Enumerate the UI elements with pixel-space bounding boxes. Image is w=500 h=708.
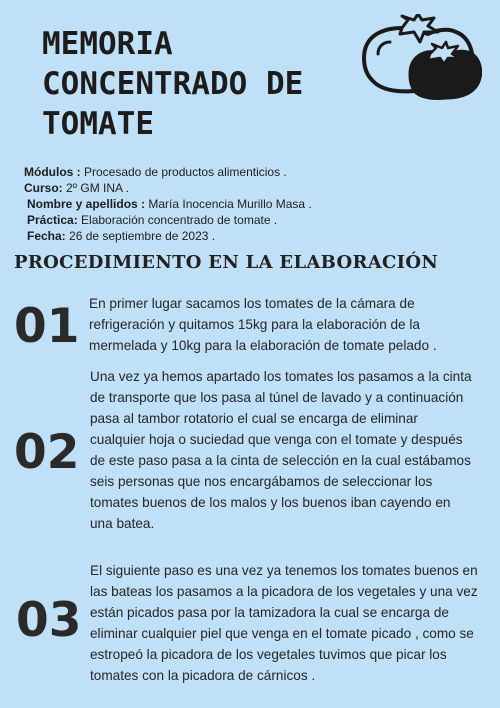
- title-line-2: CONCENTRADO DE: [42, 66, 304, 102]
- meta-curso-label: Curso:: [24, 181, 63, 195]
- meta-modulos: [24, 164, 312, 180]
- title-line-3: TOMATE: [42, 106, 154, 142]
- meta-modulos-value: Procesado de productos alimenticios .: [80, 165, 287, 179]
- meta-practica-value: Elaboración concentrado de tomate .: [77, 213, 278, 227]
- meta-curso: [24, 180, 312, 196]
- meta-fecha: [24, 228, 312, 244]
- meta-modulos-label: Módulos :: [24, 165, 81, 179]
- section-heading: PROCEDIMIENTO EN LA ELABORACIÓN: [14, 252, 439, 273]
- meta-practica-label: Práctica:: [27, 213, 78, 227]
- step-3-number: 03: [16, 593, 82, 648]
- step-3-text: El siguiente paso es una vez ya tenemos los tomates buenos en las bateas los pasamos a la picadora de los vegetales y una vez están picados pasa por la tamizadora la cual se encarga de eliminar cualquier piel que venga en el tomate picado , como se estropeó la picadora de los vegetales tuvimos que picar los tomates con la picadora de cárnicos .: [90, 563, 478, 683]
- title-line-1: MEMORIA: [42, 26, 173, 62]
- step-1-number: 01: [14, 299, 80, 354]
- meta-nombre-label: Nombre y apellidos :: [27, 197, 146, 211]
- step-1-text: En primer lugar sacamos los tomates de la cámara de refrigeración y quitamos 15kg para la elaboración de la mermelada y 10kg para la elaboración de tomate pelado .: [89, 296, 437, 353]
- meta-fecha-value: 26 de septiembre de 2023 .: [65, 229, 216, 243]
- meta-nombre-value: María Inocencia Murillo Masa .: [145, 197, 312, 211]
- meta-fecha-label: Fecha:: [27, 229, 66, 243]
- tomatoes-icon: [356, 14, 482, 104]
- meta-curso-value: 2º GM INA .: [62, 181, 130, 195]
- document-title: [42, 24, 303, 144]
- document-metadata: [24, 164, 312, 244]
- step-2-text: Una vez ya hemos apartado los tomates los pasamos a la cinta de transporte que los pasa al túnel de lavado y a continuación pasa al tambor rotatorio el cual se encarga de eliminar cualquier hoja o suciedad que venga con el tomate y después de este paso pasa a la cinta de selección en la cual estábamos seis personas que nos encargábamos de seleccionar los tomates buenos de los malos y los buenos iban cayendo en una batea.: [90, 369, 472, 531]
- meta-practica: [24, 212, 312, 228]
- meta-nombre: [24, 196, 312, 212]
- step-2-number: 02: [14, 425, 80, 480]
